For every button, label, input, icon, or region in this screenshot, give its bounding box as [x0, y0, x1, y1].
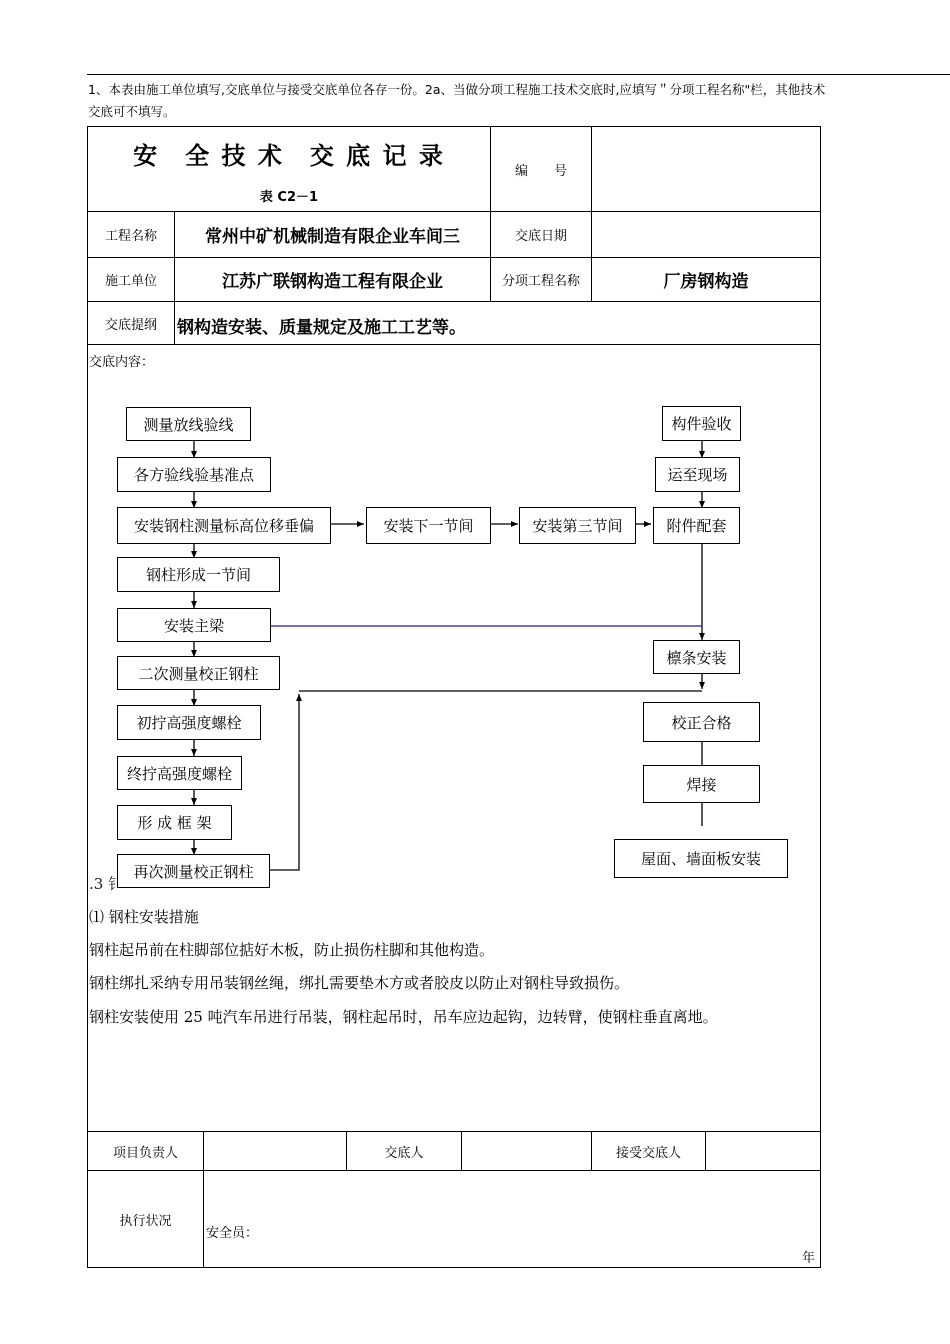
year-label: 年 [802, 1251, 816, 1266]
flow-box-install-column: 安装钢柱测量标高位移垂偏 [117, 507, 331, 544]
subitem-label: 分项工程名称 [501, 274, 580, 289]
date-label: 交底日期 [514, 229, 567, 244]
project-name-value: 常州中矿机械制造有限企业车间三 [205, 227, 460, 247]
measures-paragraph-3: 钢柱安装使用 25 吨汽车吊进行吊装，钢柱起吊时，吊车应边起钩，边转臂，使钢柱垂直离地。 [89, 1008, 718, 1026]
flow-box-third-bay: 安装第三节间 [519, 507, 636, 544]
project-manager-field[interactable] [204, 1132, 346, 1170]
receiver-label: 接受交底人 [615, 1145, 681, 1161]
flow-box-column-bay: 钢柱形成一节间 [117, 557, 280, 592]
execution-status-label: 执行状况 [119, 1213, 172, 1229]
flow-box-frame: 形 成 框 架 [117, 805, 232, 840]
flow-box-baseline: 各方验线验基准点 [117, 457, 271, 492]
discloser-label: 交底人 [384, 1145, 424, 1161]
flow-box-second-survey: 二次测量校正钢柱 [117, 656, 280, 690]
safety-officer-label: 安全员： [206, 1226, 259, 1241]
page-title: 安 全 技 术 交 底 记 录 [133, 141, 445, 170]
contractor-label: 施工单位 [104, 274, 157, 289]
flow-box-correction-ok: 校正合格 [643, 702, 760, 742]
subitem-value: 厂房钢构造 [663, 272, 749, 292]
flow-box-next-bay: 安装下一节间 [366, 507, 491, 544]
instruction-note-line2: 交底可不填写。 [88, 104, 176, 119]
flow-box-component-check: 构件验收 [662, 406, 741, 441]
project-name-label: 工程名称 [104, 229, 157, 244]
flow-box-roof-wall: 屋面、墙面板安装 [614, 839, 788, 878]
flow-box-final-bolt: 终拧高强度螺栓 [117, 756, 242, 790]
flow-box-initial-bolt: 初拧高强度螺栓 [117, 705, 261, 740]
receiver-field[interactable] [706, 1132, 820, 1170]
instruction-note-line1: 1、本表由施工单位填写,交底单位与接受交底单位各存一份。2a、当做分项工程施工技术交底时,应填写＂分项工程名称"栏，其他技术 [88, 82, 826, 97]
measures-heading: ⑴ 钢柱安装措施 [89, 908, 199, 926]
flow-box-accessories: 附件配套 [653, 507, 740, 544]
summary-value: 钢构造安装、质量规定及施工工艺等。 [177, 318, 466, 338]
measures-paragraph-1: 钢柱起吊前在柱脚部位掂好木板，防止损伤柱脚和其他构造。 [89, 941, 495, 959]
flow-box-welding: 焊接 [643, 765, 760, 803]
measures-paragraph-2: 钢柱绑扎采纳专用吊装钢丝绳，绑扎需要垫木方或者胶皮以防止对钢柱导致损伤。 [89, 974, 630, 992]
flow-box-transport: 运至现场 [655, 457, 740, 492]
flow-box-purlin: 檩条安装 [653, 640, 740, 674]
project-manager-label: 项目负责人 [112, 1145, 178, 1161]
discloser-field[interactable] [462, 1132, 591, 1170]
content-label: 交底内容： [89, 355, 155, 370]
flow-box-survey: 测量放线验线 [126, 407, 251, 441]
form-code: 表 C2－1 [259, 189, 319, 205]
contractor-value: 江苏广联钢构造工程有限企业 [222, 272, 443, 292]
number-label: 编 号 [514, 163, 567, 179]
flow-box-main-beam: 安装主梁 [117, 608, 271, 642]
section-fragment: .3 钅 [89, 875, 124, 893]
summary-label: 交底提纲 [104, 317, 157, 333]
flow-box-resurvey: 再次测量校正钢柱 [117, 854, 270, 888]
